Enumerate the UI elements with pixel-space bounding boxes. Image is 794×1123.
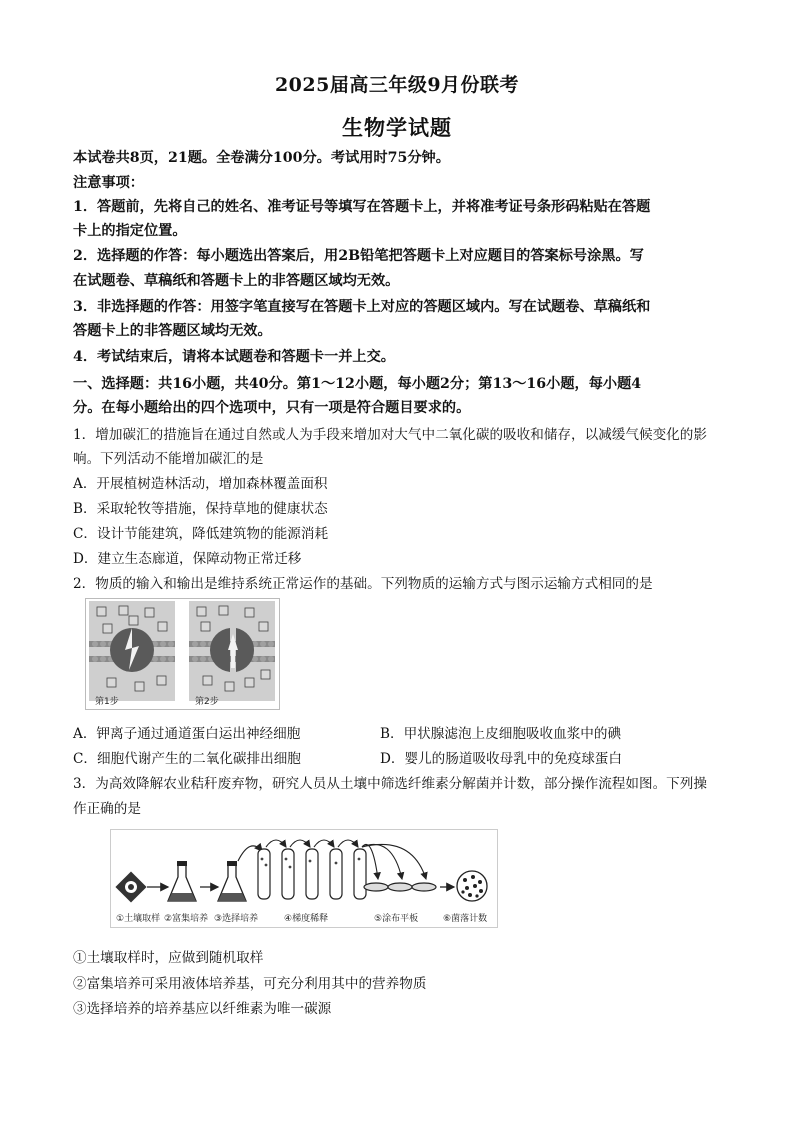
notice-title: 注意事项： (73, 175, 144, 191)
q1-option-a: A．开展植树造林活动，增加森林覆盖面积 (73, 476, 328, 492)
spread-plates-icon (364, 883, 436, 891)
notice-item-1-line-2: 卡上的指定位置。 (73, 223, 187, 239)
step-label-selection: ③选择培养 (214, 914, 259, 924)
q2-stem: 2．物质的输入和输出是维持系统正常运作的基础。下列物质的运输方式与图示运输方式相同的是 (73, 576, 653, 592)
q1-option-b: B．采取轮牧等措施，保持草地的健康状态 (73, 501, 328, 517)
q3-statement-2: ②富集培养可采用液体培养基，可充分利用其中的营养物质 (73, 976, 427, 992)
q3-stem-line-1: 3．为高效降解农业秸秆废弃物，研究人员从土壤中筛选纤维素分解菌并计数，部分操作流程如图。下列操 (73, 776, 707, 792)
step-label-soil-sampling: ①土壤取样 (116, 914, 161, 924)
step-label-dilution: ④梯度稀释 (284, 914, 329, 924)
q1-stem-line-2: 响。下列活动不能增加碳汇的是 (73, 451, 264, 467)
notice-item-3-line-2: 答题卡上的非答题区域均无效。 (73, 323, 272, 339)
step-2-panel (189, 601, 275, 707)
q3-stem-line-2: 作正确的是 (73, 801, 141, 817)
q3-statement-3: ③选择培养的培养基应以纤维素为唯一碳源 (73, 1001, 332, 1017)
q2-option-c: C．细胞代谢产生的二氧化碳排出细胞 (73, 751, 301, 767)
q2-option-d: D．婴儿的肠道吸收母乳中的免疫球蛋白 (380, 751, 622, 767)
step-1-caption: 第1步 (95, 697, 119, 707)
colony-count-plate-icon (457, 871, 487, 901)
exam-intro: 本试卷共8页，21题。全卷满分100分。考试用时75分钟。 (73, 150, 450, 166)
membrane-transport-figure (85, 598, 280, 710)
step-label-colony-count: ⑥菌落计数 (443, 914, 488, 924)
q1-stem-line-1: 1．增加碳汇的措施旨在通过自然或人为手段来增加对大气中二氧化碳的吸收和储存，以减缓气候变化的影 (73, 427, 707, 443)
step-label-spread-plate: ⑤涂布平板 (374, 914, 419, 924)
notice-item-1-line-1: 1．答题前，先将自己的姓名、准考证号等填写在答题卡上，并将准考证号条形码粘贴在答题 (73, 199, 651, 215)
cellulose-bacteria-workflow-figure (110, 829, 498, 928)
section-1-header-line-2: 分。在每小题给出的四个选项中，只有一项是符合题目要求的。 (73, 400, 471, 416)
notice-item-2-line-1: 2．选择题的作答：每小题选出答案后，用2B铅笔把答题卡上对应题目的答案标号涂黑。写 (73, 248, 644, 264)
section-1-header-line-1: 一、选择题：共16小题，共40分。第1～12小题，每小题2分；第13～16小题，每小题4 (73, 376, 642, 392)
q3-statement-1: ①土壤取样时，应做到随机取样 (73, 950, 264, 966)
step-2-caption: 第2步 (195, 697, 219, 707)
step-label-enrichment: ②富集培养 (164, 914, 209, 924)
exam-title: 2025届高三年级9月份联考 (274, 74, 520, 96)
q2-option-b: B．甲状腺滤泡上皮细胞吸收血浆中的碘 (380, 726, 622, 742)
notice-item-3-line-1: 3．非选择题的作答：用签字笔直接写在答题卡上对应的答题区域内。写在试题卷、草稿纸和 (73, 299, 651, 315)
step-1-panel (89, 601, 175, 707)
q1-option-c: C．设计节能建筑，降低建筑物的能源消耗 (73, 526, 329, 542)
notice-item-2-line-2: 在试题卷、草稿纸和答题卡上的非答题区域均无效。 (73, 273, 400, 289)
q2-option-a: A．钾离子通过通道蛋白运出神经细胞 (73, 726, 301, 742)
q1-option-d: D．建立生态廊道，保障动物正常迁移 (73, 551, 302, 567)
notice-item-4: 4．考试结束后，请将本试题卷和答题卡一并上交。 (73, 349, 395, 365)
subject-title: 生物学试题 (342, 115, 452, 140)
